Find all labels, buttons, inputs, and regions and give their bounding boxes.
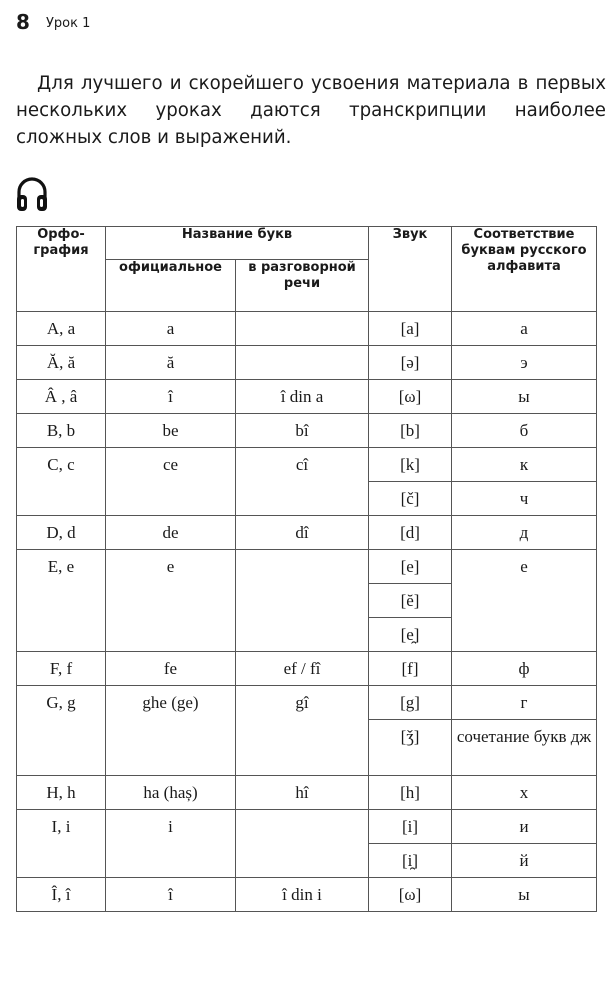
cell-official: î (106, 380, 236, 414)
cell-letter: B, b (17, 414, 106, 448)
cell-colloquial: dî (236, 516, 369, 550)
cell-colloquial (236, 550, 369, 652)
cell-russian: сочетание букв дж (452, 720, 597, 776)
cell-russian: ы (452, 878, 597, 912)
headphones-icon (16, 176, 48, 212)
cell-sound: [e] (369, 550, 452, 584)
cell-colloquial: hî (236, 776, 369, 810)
cell-colloquial: gî (236, 686, 369, 776)
cell-sound: [e̯] (369, 618, 452, 652)
table-row (17, 346, 597, 380)
header-correspondence: Соответствие буквам русского алфавита (452, 227, 597, 312)
header-orthography: Орфо-графия (17, 227, 106, 312)
table-row (17, 878, 597, 912)
header-colloquial: в разговорной речи (236, 260, 369, 312)
cell-official: ha (haș) (106, 776, 236, 810)
cell-official: e (106, 550, 236, 652)
cell-official: ă (106, 346, 236, 380)
cell-official: fe (106, 652, 236, 686)
cell-letter: I, i (17, 810, 106, 878)
cell-colloquial: bî (236, 414, 369, 448)
cell-russian: ф (452, 652, 597, 686)
cell-letter: H, h (17, 776, 106, 810)
cell-sound: [g] (369, 686, 452, 720)
cell-russian: а (452, 312, 597, 346)
cell-colloquial (236, 346, 369, 380)
cell-official: de (106, 516, 236, 550)
cell-letter: D, d (17, 516, 106, 550)
cell-letter: F, f (17, 652, 106, 686)
cell-official: be (106, 414, 236, 448)
table-row (17, 380, 597, 414)
table-row (17, 550, 597, 584)
cell-russian: э (452, 346, 597, 380)
cell-sound: [f] (369, 652, 452, 686)
header-letter-names: Название букв (106, 227, 369, 260)
page-number: 8 (16, 10, 30, 34)
table-header-row (17, 227, 597, 260)
cell-colloquial: î din a (236, 380, 369, 414)
cell-russian: х (452, 776, 597, 810)
cell-sound: [i] (369, 810, 452, 844)
cell-letter: C, c (17, 448, 106, 516)
cell-official: ghe (ge) (106, 686, 236, 776)
cell-letter: Î, î (17, 878, 106, 912)
header-sound: Звук (369, 227, 452, 312)
cell-russian: д (452, 516, 597, 550)
running-header-lesson: Урок 1 (46, 16, 91, 31)
table-row (17, 312, 597, 346)
cell-official: î (106, 878, 236, 912)
cell-letter: Â , â (17, 380, 106, 414)
table-row (17, 686, 597, 720)
cell-sound: [i̯] (369, 844, 452, 878)
cell-sound: [b] (369, 414, 452, 448)
cell-colloquial: ef / fî (236, 652, 369, 686)
cell-sound: [ə] (369, 346, 452, 380)
cell-letter: Ă, ă (17, 346, 106, 380)
cell-colloquial: î din i (236, 878, 369, 912)
table-row (17, 414, 597, 448)
table-row (17, 810, 597, 844)
cell-official: ce (106, 448, 236, 516)
table-row (17, 516, 597, 550)
cell-sound: [ω] (369, 878, 452, 912)
table-row (17, 776, 597, 810)
cell-sound: [h] (369, 776, 452, 810)
alphabet-table (16, 226, 597, 912)
cell-letter: A, a (17, 312, 106, 346)
cell-russian: к (452, 448, 597, 482)
cell-russian: ы (452, 380, 597, 414)
cell-russian: е (452, 550, 597, 652)
header-official: официальное (106, 260, 236, 312)
cell-official: a (106, 312, 236, 346)
cell-colloquial (236, 312, 369, 346)
cell-sound: [ǯ] (369, 720, 452, 776)
cell-sound: [d] (369, 516, 452, 550)
table-row (17, 448, 597, 482)
cell-russian: г (452, 686, 597, 720)
cell-sound: [k] (369, 448, 452, 482)
cell-letter: E, e (17, 550, 106, 652)
cell-sound: [č] (369, 482, 452, 516)
table-row (17, 652, 597, 686)
cell-colloquial: cî (236, 448, 369, 516)
cell-russian: б (452, 414, 597, 448)
cell-letter: G, g (17, 686, 106, 776)
cell-official: i (106, 810, 236, 878)
cell-russian: ч (452, 482, 597, 516)
cell-sound: [a] (369, 312, 452, 346)
cell-colloquial (236, 810, 369, 878)
cell-russian: и (452, 810, 597, 844)
cell-sound: [ω] (369, 380, 452, 414)
cell-russian: й (452, 844, 597, 878)
cell-sound: [ĕ] (369, 584, 452, 618)
intro-paragraph: Для лучшего и скорейшего усвоения материала в первых нескольких уроках даются транскрипции наиболее сложных слов и выражений. (16, 73, 606, 148)
